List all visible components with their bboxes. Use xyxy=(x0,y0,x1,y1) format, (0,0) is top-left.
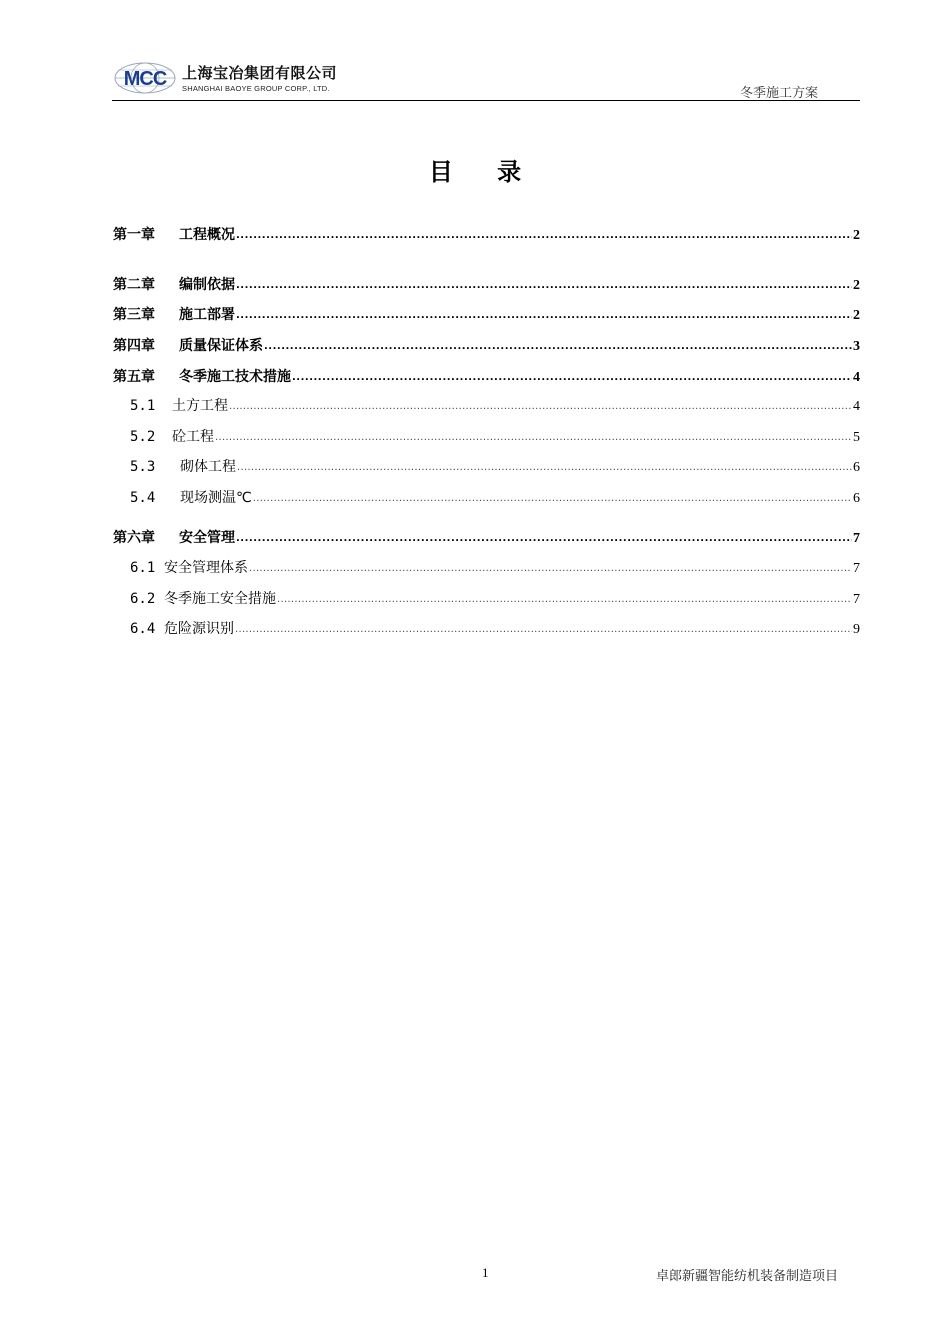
toc-entry-text: 质量保证体系 xyxy=(179,338,263,354)
toc-entry-number: 第五章 xyxy=(113,369,155,385)
toc-entry-number: 5.4 xyxy=(130,490,156,506)
toc-entry-label xyxy=(113,395,228,415)
toc-entry-label xyxy=(113,487,252,507)
toc-page-number: 5 xyxy=(853,430,860,445)
toc-entry-label xyxy=(113,527,235,547)
toc-leader-dots xyxy=(229,396,852,410)
toc-entry-label xyxy=(113,588,276,608)
toc-entry-label xyxy=(113,335,263,355)
toc-entry-number: 6.4 xyxy=(130,621,156,637)
toc-entry-label xyxy=(113,557,248,577)
toc-entry-text: 现场测温℃ xyxy=(180,490,252,506)
toc-page-number: 4 xyxy=(853,370,860,385)
toc-title: 目 录 xyxy=(428,158,540,186)
toc-entry-label xyxy=(113,456,236,476)
toc-entry-number: 第四章 xyxy=(113,338,155,354)
toc-leader-dots xyxy=(236,275,852,289)
toc-leader-dots xyxy=(249,558,852,572)
toc-chapter-entry[interactable] xyxy=(113,527,860,549)
toc-chapter-entry[interactable] xyxy=(113,335,860,357)
toc-page-number: 4 xyxy=(853,399,860,414)
toc-section-entry[interactable] xyxy=(113,395,860,417)
toc-leader-dots xyxy=(236,528,852,542)
toc-entry-text: 施工部署 xyxy=(179,307,235,323)
company-logo xyxy=(112,60,352,98)
toc-section-entry[interactable] xyxy=(113,588,860,610)
toc-page-number: 2 xyxy=(853,308,860,323)
toc-entry-text: 砼工程 xyxy=(172,429,214,445)
toc-page-number: 7 xyxy=(853,531,860,546)
toc-entry-label xyxy=(113,274,235,294)
toc-entry-number: 6.1 xyxy=(130,560,156,576)
toc-entry-number: 第二章 xyxy=(113,277,155,293)
toc-leader-dots xyxy=(277,589,852,603)
toc-leader-dots xyxy=(236,305,852,319)
toc-leader-dots xyxy=(215,427,852,441)
toc-entry-number: 第三章 xyxy=(113,307,155,323)
company-name-en: SHANGHAI BAOYE GROUP CORP., LTD. xyxy=(182,84,330,93)
mcc-logo-icon xyxy=(112,62,178,94)
toc-entry-number: 5.3 xyxy=(130,459,156,475)
company-name-cn: 上海宝冶集团有限公司 xyxy=(182,64,338,82)
toc-entry-number: 6.2 xyxy=(130,591,156,607)
toc-section-entry[interactable] xyxy=(113,456,860,478)
toc-leader-dots xyxy=(237,457,852,471)
toc-entry-label xyxy=(113,224,235,244)
toc-entry-text: 砌体工程 xyxy=(180,459,236,475)
toc-entry-text: 工程概况 xyxy=(179,227,235,243)
toc-entry-number: 第六章 xyxy=(113,530,155,546)
page-number: 1 xyxy=(482,1265,489,1280)
toc-chapter-entry[interactable] xyxy=(113,274,860,296)
document-title: 冬季施工方案 xyxy=(739,86,818,101)
toc-page-number: 2 xyxy=(853,278,860,293)
toc-page-number: 2 xyxy=(853,228,860,243)
toc-entry-text: 安全管理 xyxy=(179,530,235,546)
toc-entry-label xyxy=(113,366,291,386)
toc-page-number: 6 xyxy=(853,460,860,475)
toc-entry-text: 土方工程 xyxy=(172,398,228,414)
project-name: 卓郎新疆智能纺机装备制造项目 xyxy=(655,1269,838,1284)
toc-entry-text: 编制依据 xyxy=(179,277,235,293)
toc-chapter-entry[interactable] xyxy=(113,224,860,246)
toc-entry-label xyxy=(113,618,234,638)
toc-section-entry[interactable] xyxy=(113,426,860,448)
toc-entry-number: 第一章 xyxy=(113,227,155,243)
toc-entry-label xyxy=(113,304,235,324)
toc-leader-dots xyxy=(292,367,852,381)
toc-page-number: 3 xyxy=(853,339,860,354)
toc-page-number: 7 xyxy=(853,561,860,576)
toc-entry-label xyxy=(113,426,214,446)
toc-chapter-entry[interactable] xyxy=(113,304,860,326)
toc-entry-text: 冬季施工技术措施 xyxy=(179,369,291,385)
toc-page-number: 6 xyxy=(853,491,860,506)
toc-leader-dots xyxy=(264,336,852,350)
toc-page-number: 9 xyxy=(853,622,860,637)
toc-entry-number: 5.1 xyxy=(130,398,156,414)
toc-leader-dots xyxy=(235,619,852,633)
toc-chapter-entry[interactable] xyxy=(113,366,860,388)
toc-section-entry[interactable] xyxy=(113,618,860,640)
toc-entry-text: 冬季施工安全措施 xyxy=(164,591,276,607)
toc-entry-text: 安全管理体系 xyxy=(164,560,248,576)
toc-section-entry[interactable] xyxy=(113,557,860,579)
toc-leader-dots xyxy=(253,488,852,502)
page-header xyxy=(112,58,860,101)
toc-section-entry[interactable] xyxy=(113,487,860,509)
toc-leader-dots xyxy=(236,225,852,239)
toc-entry-text: 危险源识别 xyxy=(164,621,234,637)
toc-entry-number: 5.2 xyxy=(130,429,156,445)
logo-letters: MCC xyxy=(123,68,167,90)
toc-page-number: 7 xyxy=(853,592,860,607)
